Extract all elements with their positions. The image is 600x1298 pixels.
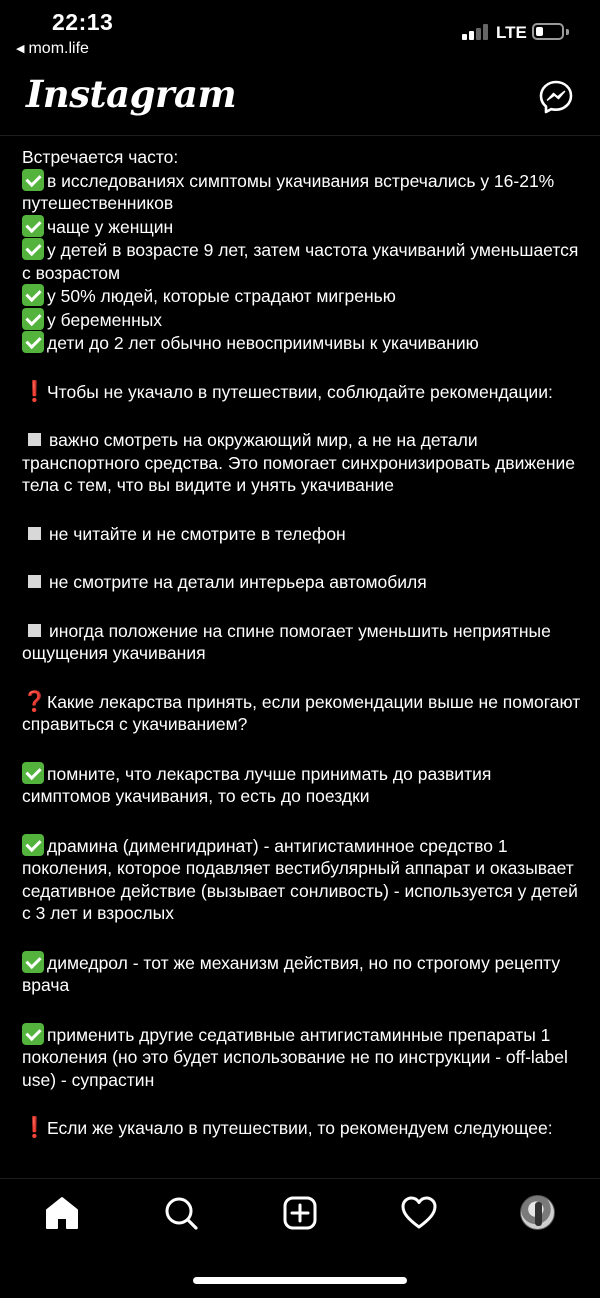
caption-bullet: не смотрите на детали интерьера автомобиля bbox=[22, 571, 582, 594]
caption-item: чаще у женщин bbox=[22, 215, 582, 239]
check-mark-icon bbox=[22, 1023, 44, 1045]
caption-item: применить другие седативные антигистаминные препараты 1 поколения (но это будет использование не по инструкции - off-label use) - супрастин bbox=[22, 1024, 568, 1090]
search-icon[interactable] bbox=[161, 1193, 201, 1233]
caption-heading: ❗Чтобы не укачало в путешествии, соблюдайте рекомендации: bbox=[22, 380, 553, 403]
caption-item: у детей в возрасте 9 лет, затем частота укачиваний уменьшается с возрастом bbox=[22, 240, 579, 283]
caption-item: у беременных bbox=[22, 308, 582, 332]
exclamation-icon: ❗ bbox=[22, 1117, 47, 1139]
caption-heading: ❗Если же укачало в путешествии, то рекомендуем следующее: bbox=[22, 1117, 553, 1139]
instagram-logo[interactable]: Instagram bbox=[26, 72, 237, 116]
square-bullet-icon bbox=[28, 624, 41, 637]
caption-bullet: иногда положение на спине помогает уменьшить неприятные ощущения укачивания bbox=[22, 620, 551, 663]
exclamation-icon: ❗ bbox=[22, 380, 47, 403]
caption-bullet: важно смотреть на окружающий мир, а не на детали транспортного средства. Это помогает синхронизировать движение тела с тем, что вы видите и унять укачивание bbox=[22, 430, 575, 495]
check-mark-icon bbox=[22, 238, 44, 260]
caption-item: димедрол - тот же механизм действия, но по строгому рецепту врача bbox=[22, 952, 561, 995]
activity-heart-icon[interactable] bbox=[399, 1193, 439, 1233]
caption-item: помните, что лекарства лучше принимать до развития симптомов укачивания, то есть до поездки bbox=[22, 763, 492, 806]
check-mark-icon bbox=[22, 284, 44, 306]
battery-tip bbox=[566, 29, 569, 35]
new-post-icon[interactable] bbox=[280, 1193, 320, 1233]
profile-avatar[interactable] bbox=[520, 1195, 555, 1230]
check-mark-icon bbox=[22, 834, 44, 856]
check-mark-icon bbox=[22, 308, 44, 330]
caption-heading: ❓Какие лекарства принять, если рекомендации выше не помогают справиться с укачиванием? bbox=[22, 690, 581, 734]
status-bar bbox=[0, 0, 600, 62]
check-mark-icon bbox=[22, 331, 44, 353]
check-mark-icon bbox=[22, 762, 44, 784]
battery-icon bbox=[532, 23, 564, 40]
square-bullet-icon bbox=[28, 527, 41, 540]
home-icon[interactable] bbox=[42, 1193, 82, 1233]
caption-item: у 50% людей, которые страдают мигренью bbox=[22, 284, 582, 308]
back-to-app-link[interactable] bbox=[16, 40, 89, 58]
network-type: LTE bbox=[496, 23, 527, 42]
square-bullet-icon bbox=[28, 575, 41, 588]
back-triangle-icon: ◀ bbox=[16, 43, 25, 55]
back-app-label: mom.life bbox=[28, 40, 89, 57]
check-mark-icon bbox=[22, 215, 44, 237]
square-bullet-icon bbox=[28, 433, 41, 446]
caption-item: дети до 2 лет обычно невосприимчивы к укачиванию bbox=[22, 331, 582, 355]
caption-line: Встречается часто: bbox=[22, 147, 179, 167]
caption-item: в исследованиях симптомы укачивания встречались у 16-21% путешественников bbox=[22, 170, 555, 213]
status-time: 22:13 bbox=[52, 9, 114, 35]
post-caption bbox=[22, 146, 582, 1178]
home-indicator[interactable] bbox=[193, 1277, 407, 1284]
check-mark-icon bbox=[22, 951, 44, 973]
messenger-icon[interactable] bbox=[538, 79, 574, 115]
app-header bbox=[0, 62, 600, 136]
signal-strength-icon bbox=[462, 24, 492, 40]
caption-item: драмина (дименгидринат) - антигистаминное средство 1 поколения, которое подавляет вестибулярный аппарат и оказывает седативное действие (вызывает сонливость) - используется у детей с 3 лет и взрослых bbox=[22, 835, 578, 923]
question-icon: ❓ bbox=[22, 690, 47, 713]
caption-bullet: не читайте и не смотрите в телефон bbox=[22, 523, 582, 546]
check-mark-icon bbox=[22, 169, 44, 191]
